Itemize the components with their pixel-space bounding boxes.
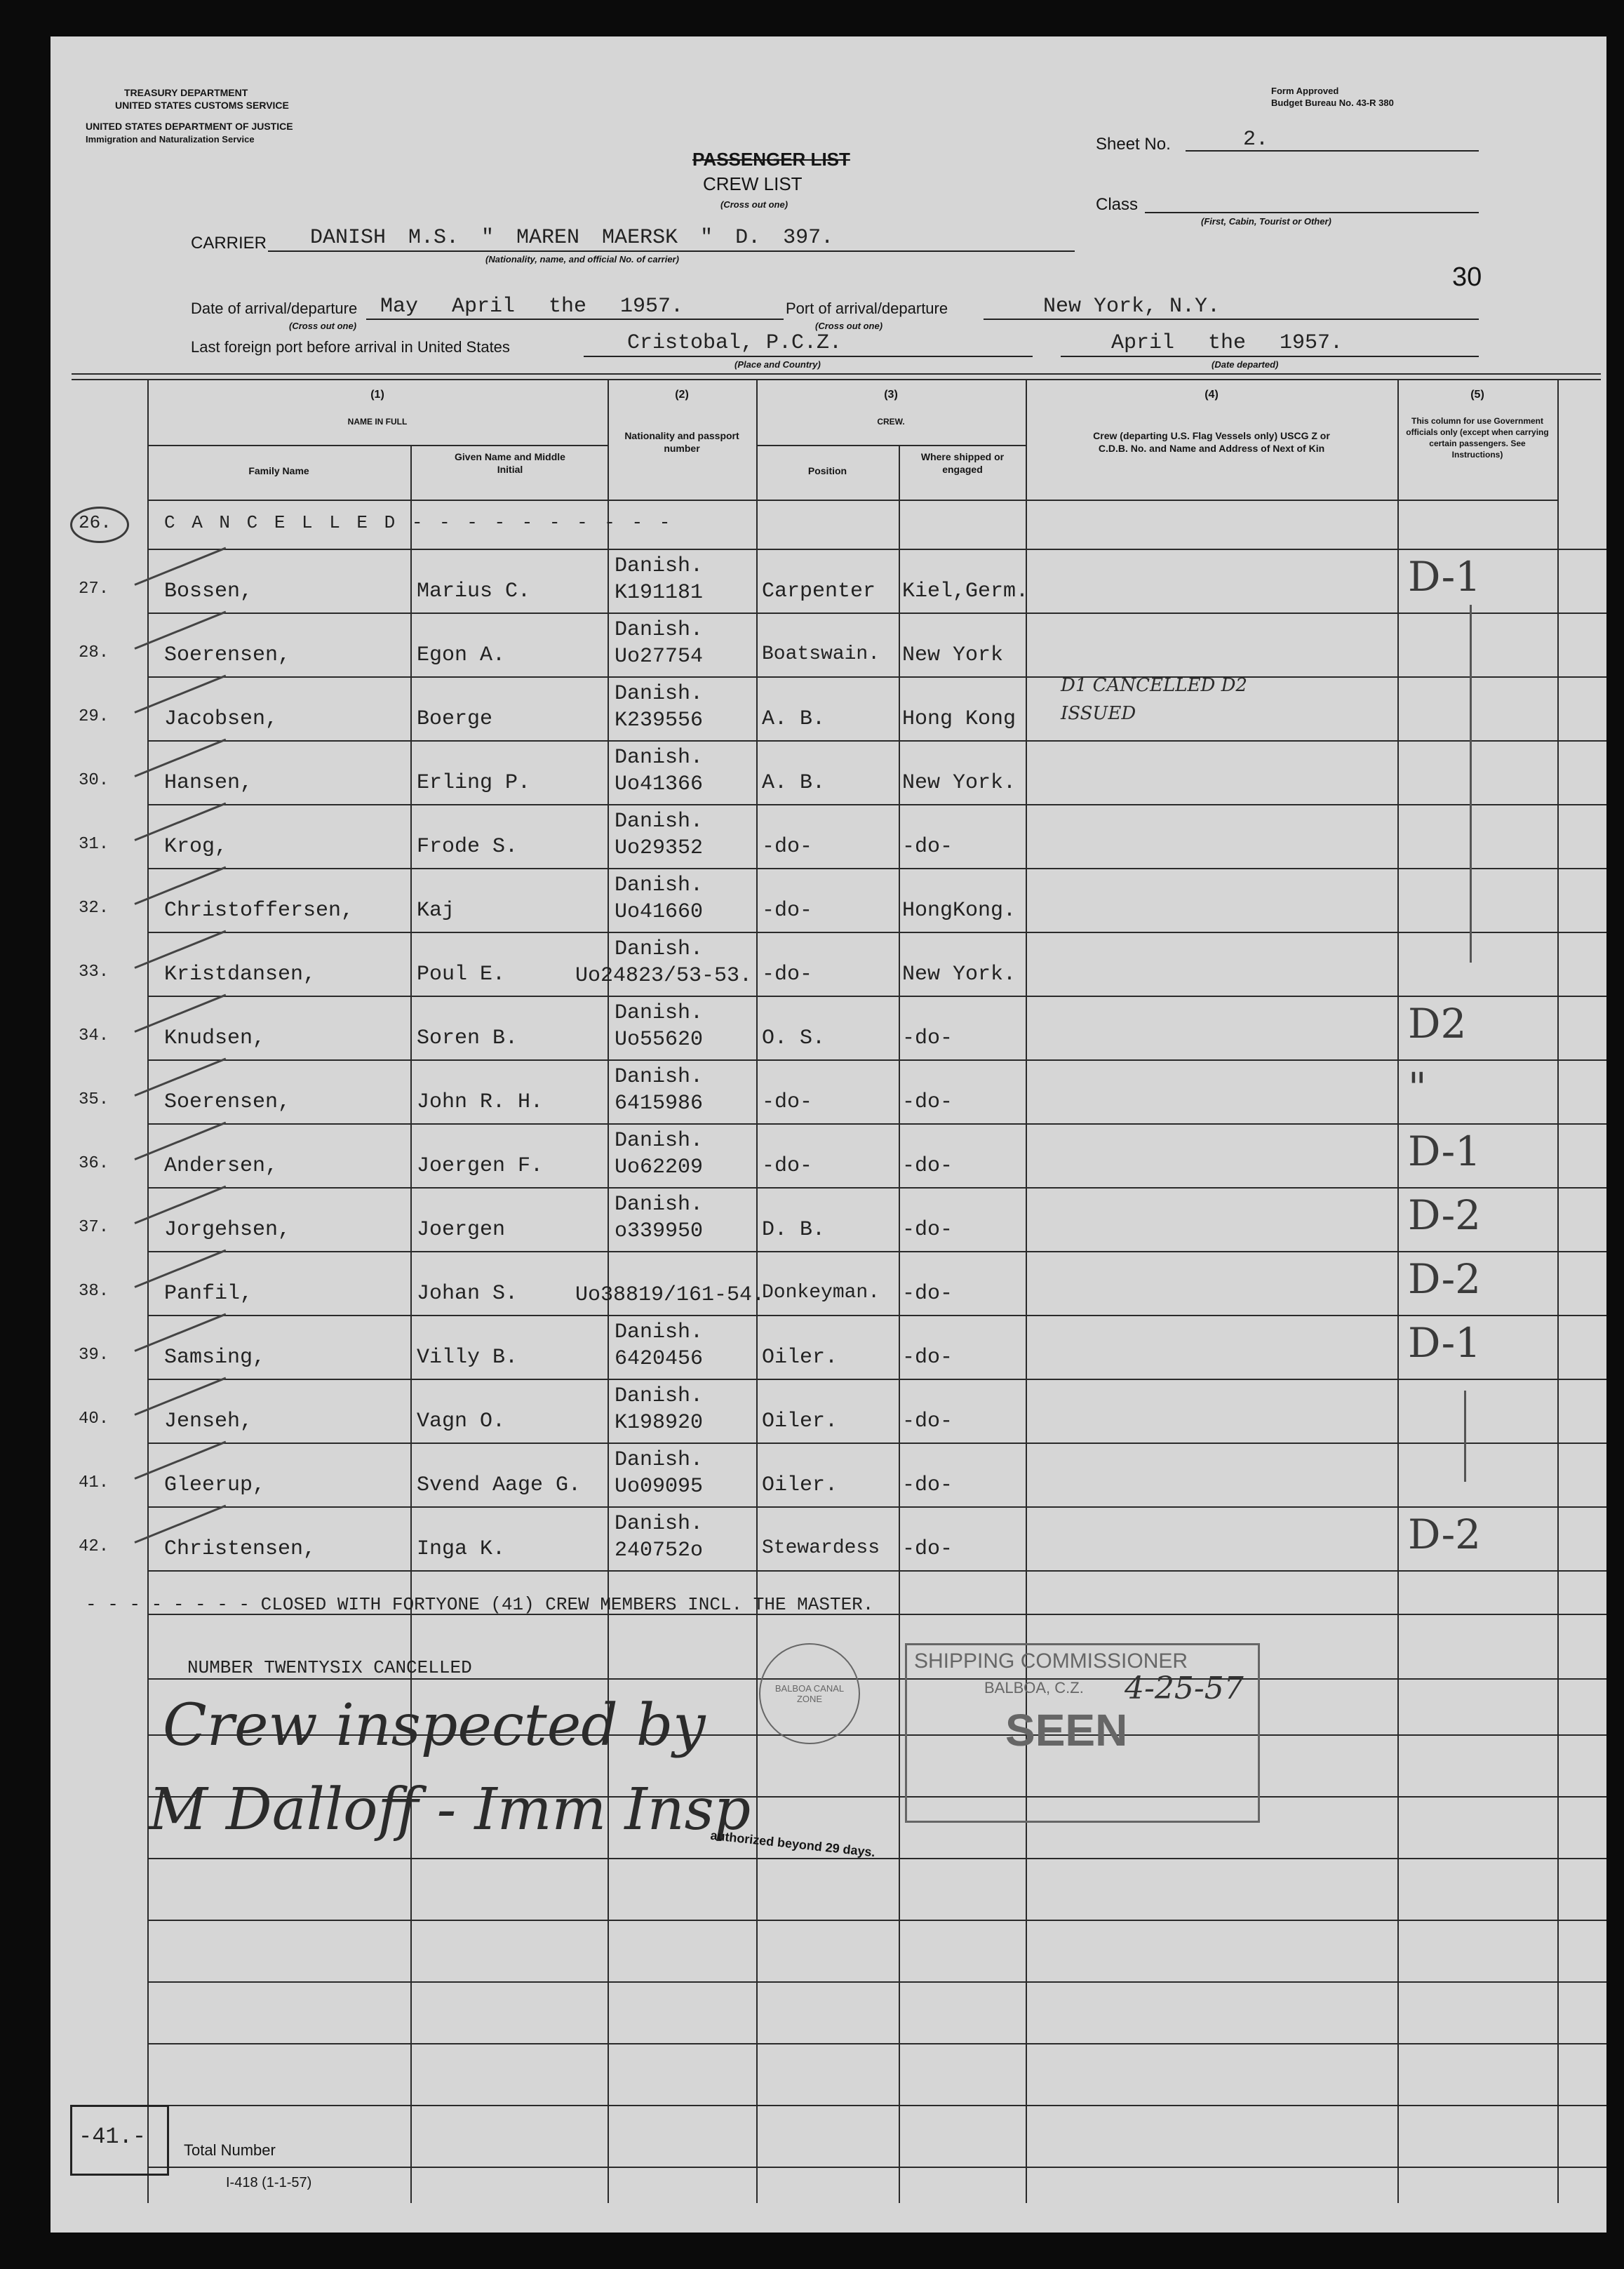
col5-number: (5)	[1470, 389, 1484, 401]
col2-number: (2)	[675, 389, 689, 401]
col3b-title: Where shipped or engaged	[920, 451, 1005, 475]
title-passenger-list: PASSENGER LIST	[692, 149, 850, 170]
official-mark: D-2	[1408, 1255, 1482, 1303]
nationality: Danish.	[615, 1193, 704, 1217]
pencil-bracket-2	[1464, 1391, 1466, 1482]
budget-bureau: Budget Bureau No. 43-R 380	[1271, 98, 1394, 108]
position: Oiler.	[762, 1473, 838, 1497]
agency-customs: UNITED STATES CUSTOMS SERVICE	[115, 100, 289, 111]
agency-treasury: TREASURY DEPARTMENT	[124, 87, 248, 98]
passport-number: Uo41660	[615, 900, 704, 924]
official-mark: "	[1408, 1064, 1427, 1111]
col1b-title: Given Name and Middle Initial	[455, 451, 565, 475]
port-underline	[984, 319, 1479, 320]
header-mid-line-3	[756, 445, 1026, 446]
port-cross-out: (Cross out one)	[815, 321, 883, 331]
col1-number: (1)	[370, 389, 384, 401]
inspected-handwriting-1: Crew inspected by	[163, 1692, 706, 1759]
position: Boatswain.	[762, 643, 880, 665]
where-shipped: -do-	[902, 1473, 953, 1497]
table-row	[51, 740, 1606, 804]
nationality: Danish.	[615, 1384, 704, 1408]
row-number: 32.	[79, 899, 109, 918]
given-name: Villy B.	[417, 1346, 518, 1370]
table-row	[51, 1315, 1606, 1379]
stamp-seen: SEEN	[1005, 1705, 1128, 1755]
lower-line-10	[147, 2167, 1606, 2168]
agency-justice: UNITED STATES DEPARTMENT OF JUSTICE	[86, 121, 293, 132]
stamp-title: SHIPPING COMMISSIONER	[914, 1649, 1188, 1673]
nationality: Danish.	[615, 746, 704, 770]
given-name: Soren B.	[417, 1026, 518, 1050]
passport-number: Uo27754	[615, 645, 704, 669]
row-number: 41.	[79, 1473, 109, 1492]
shipping-commissioner-stamp	[905, 1643, 1260, 1823]
family-name: Jacobsen,	[164, 707, 279, 731]
position: A. B.	[762, 707, 826, 731]
round-stamp-text: BALBOA CANAL ZONE	[774, 1683, 845, 1704]
table-top-double-1	[72, 373, 1601, 375]
lower-line-8	[147, 2043, 1606, 2044]
family-name: Bossen,	[164, 580, 253, 603]
passport-number: Uo38819/161-54.	[575, 1283, 765, 1307]
passport-number: Uo29352	[615, 836, 704, 860]
nationality: Danish.	[615, 1065, 704, 1089]
table-row	[51, 1379, 1606, 1443]
family-name: Jenseh,	[164, 1410, 253, 1433]
table-row	[51, 1506, 1606, 1570]
where-shipped: Kiel,Germ.	[902, 580, 1029, 603]
cancelled-line: NUMBER TWENTYSIX CANCELLED	[187, 1657, 472, 1678]
where-shipped: -do-	[902, 1537, 953, 1561]
row26-cancelled-text: C A N C E L L E D - - - - - - - - - -	[164, 512, 673, 533]
given-name: Kaj	[417, 899, 455, 923]
nationality: Danish.	[615, 618, 704, 642]
passport-number: Uo24823/53-53.	[575, 964, 753, 988]
passport-number: 240752o	[615, 1539, 704, 1562]
table-row	[51, 1251, 1606, 1315]
sheet-label: Sheet No.	[1096, 135, 1171, 154]
nationality: Danish.	[615, 810, 704, 834]
family-name: Knudsen,	[164, 1026, 266, 1050]
col1a-title: Family Name	[248, 465, 309, 476]
position: Oiler.	[762, 1410, 838, 1433]
carrier-note: (Nationality, name, and official No. of carrier)	[485, 254, 679, 265]
family-name: Samsing,	[164, 1346, 266, 1370]
where-shipped: -do-	[902, 1410, 953, 1433]
given-name: Boerge	[417, 707, 493, 731]
row-number: 36.	[79, 1154, 109, 1173]
family-name: Kristdansen,	[164, 963, 316, 986]
document-page	[51, 36, 1606, 2233]
position: -do-	[762, 1154, 813, 1178]
where-shipped: -do-	[902, 835, 953, 859]
position: Donkeyman.	[762, 1282, 880, 1304]
row-number: 28.	[79, 643, 109, 662]
family-name: Christensen,	[164, 1537, 316, 1561]
lower-line-9	[147, 2105, 1606, 2106]
family-name: Soerensen,	[164, 1090, 291, 1114]
arrival-cross-out: (Cross out one)	[289, 321, 357, 331]
col3a-title: Position	[807, 465, 847, 476]
passport-number: Uo41366	[615, 772, 704, 796]
agency-ins: Immigration and Naturalization Service	[86, 134, 255, 145]
official-mark: D-2	[1408, 1511, 1482, 1558]
where-shipped: New York.	[902, 771, 1016, 795]
stamp-date: 4-25-57	[1125, 1671, 1244, 1706]
family-name: Christoffersen,	[164, 899, 354, 923]
nationality: Danish.	[615, 554, 704, 578]
lower-line-1	[147, 1614, 1606, 1615]
where-shipped: Hong Kong	[902, 707, 1016, 731]
position: Stewardess	[762, 1537, 880, 1559]
position: Oiler.	[762, 1346, 838, 1370]
where-shipped: -do-	[902, 1026, 953, 1050]
lower-line-7	[147, 1981, 1606, 1983]
nationality: Danish.	[615, 1448, 704, 1472]
family-name: Jorgehsen,	[164, 1218, 291, 1242]
port-label: Port of arrival/departure	[786, 300, 948, 317]
row-number: 34.	[79, 1026, 109, 1045]
row-number: 42.	[79, 1537, 109, 1556]
title-cross-out: (Cross out one)	[720, 199, 788, 210]
nationality: Danish.	[615, 1129, 704, 1153]
row-number: 31.	[79, 835, 109, 854]
passport-number: 6420456	[615, 1347, 704, 1371]
passport-number: K239556	[615, 709, 704, 732]
last-port-note: (Place and Country)	[734, 359, 821, 370]
where-shipped: New York.	[902, 963, 1016, 986]
col4-number: (4)	[1204, 389, 1219, 401]
table-row	[51, 1123, 1606, 1187]
carrier-underline	[268, 250, 1075, 252]
where-shipped: HongKong.	[902, 899, 1016, 923]
passport-number: Uo55620	[615, 1028, 704, 1052]
table-row	[51, 549, 1606, 613]
table-row	[51, 1059, 1606, 1123]
family-name: Krog,	[164, 835, 228, 859]
given-name: Joergen	[417, 1218, 506, 1242]
row-number: 40.	[79, 1410, 109, 1428]
passport-number: Uo09095	[615, 1475, 704, 1499]
position: D. B.	[762, 1218, 826, 1242]
col5-title: This column for use Government officials only (except when carrying certain passengers. See Instructions)	[1406, 416, 1549, 460]
row-number: 29.	[79, 707, 109, 726]
position: -do-	[762, 899, 813, 923]
family-name: Gleerup,	[164, 1473, 266, 1497]
closed-line: - - - - - - - - CLOSED WITH FORTYONE (41) CREW MEMBERS INCL. THE MASTER.	[86, 1594, 874, 1615]
sheet-value: 2.	[1243, 128, 1269, 152]
given-name: Frode S.	[417, 835, 518, 859]
official-mark: D-2	[1408, 1191, 1482, 1239]
row26-number: 26.	[79, 512, 112, 533]
given-name: Egon A.	[417, 643, 506, 667]
class-label: Class	[1096, 195, 1139, 214]
table-row	[51, 676, 1606, 740]
given-name: Vagn O.	[417, 1410, 506, 1433]
form-number: I-418 (1-1-57)	[226, 2175, 312, 2190]
given-name: Poul E.	[417, 963, 506, 986]
position: O. S.	[762, 1026, 826, 1050]
col2-title: Nationality and passport number	[624, 430, 739, 454]
row-number: 33.	[79, 963, 109, 982]
class-underline	[1145, 212, 1479, 213]
inspected-handwriting-2: M Dalloff - Imm Insp	[149, 1776, 751, 1843]
official-mark: D-1	[1408, 1319, 1482, 1367]
total-number-label: Total Number	[184, 2141, 276, 2159]
given-name: John R. H.	[417, 1090, 544, 1114]
given-name: Marius C.	[417, 580, 531, 603]
col4-handwritten: D1 CANCELLED D2 ISSUED	[1061, 675, 1247, 724]
position: A. B.	[762, 771, 826, 795]
sheet-underline	[1186, 150, 1479, 152]
passport-number: K198920	[615, 1411, 704, 1435]
pencil-bracket-1	[1470, 605, 1472, 963]
form-approved: Form Approved	[1271, 86, 1339, 96]
header-mid-line-1	[147, 445, 608, 446]
arrival-date-underline	[366, 319, 784, 320]
last-port-date: April the 1957.	[1111, 331, 1343, 355]
passport-number: Uo62209	[615, 1156, 704, 1179]
last-port-value: Cristobal, P.C.Z.	[627, 331, 843, 355]
passport-number: 6415986	[615, 1092, 704, 1116]
port-value: New York, N.Y.	[1043, 295, 1221, 319]
position: Carpenter	[762, 580, 876, 603]
row-number: 35.	[79, 1090, 109, 1109]
header-bottom-line	[147, 500, 1557, 501]
table-row	[51, 1187, 1606, 1251]
col1-title: NAME IN FULL	[347, 417, 408, 427]
table-row	[51, 868, 1606, 932]
table-top-double-2	[72, 379, 1601, 380]
row-number: 30.	[79, 771, 109, 790]
where-shipped: -do-	[902, 1090, 953, 1114]
nationality: Danish.	[615, 1001, 704, 1025]
table-row	[51, 932, 1606, 996]
given-name: Inga K.	[417, 1537, 506, 1561]
carrier-label: CARRIER	[191, 234, 267, 253]
family-name: Panfil,	[164, 1282, 253, 1306]
given-name: Svend Aage G.	[417, 1473, 582, 1497]
page-number: 30	[1452, 262, 1482, 292]
nationality: Danish.	[615, 937, 704, 961]
lower-line-6	[147, 1920, 1606, 1921]
given-name: Erling P.	[417, 771, 531, 795]
row-number: 39.	[79, 1346, 109, 1365]
lower-line-2	[147, 1678, 1606, 1680]
arrival-date-label: Date of arrival/departure	[191, 300, 358, 317]
stamp-small-note: authorized beyond 29 days.	[709, 1828, 876, 1860]
given-name: Joergen F.	[417, 1154, 544, 1178]
col4-title: Crew (departing U.S. Flag Vessels only) USCG Z or C.D.B. No. and Name and Address of Next of Kin	[1093, 430, 1330, 454]
where-shipped: -do-	[902, 1346, 953, 1370]
col3-title: CREW.	[877, 417, 905, 427]
table-row	[51, 1443, 1606, 1506]
nationality: Danish.	[615, 1320, 704, 1344]
passport-number: K191181	[615, 581, 704, 605]
title-crew-list: CREW LIST	[703, 173, 803, 194]
where-shipped: -do-	[902, 1282, 953, 1306]
total-number-value: -41.-	[79, 2124, 147, 2150]
class-note: (First, Cabin, Tourist or Other)	[1201, 216, 1331, 227]
table-row	[51, 804, 1606, 868]
stamp-sub: BALBOA, C.Z.	[984, 1679, 1084, 1696]
given-name: Johan S.	[417, 1282, 518, 1306]
row-number: 38.	[79, 1282, 109, 1301]
position: -do-	[762, 835, 813, 859]
last-port-underline	[584, 356, 1033, 357]
nationality: Danish.	[615, 874, 704, 897]
arrival-date-value: May April the 1957.	[380, 295, 684, 319]
last-port-date-note: (Date departed)	[1212, 359, 1279, 370]
row-number: 27.	[79, 580, 109, 598]
carrier-value: DANISH M.S. " MAREN MAERSK " D. 397.	[310, 226, 834, 250]
position: -do-	[762, 1090, 813, 1114]
row-number: 37.	[79, 1218, 109, 1237]
last-port-label: Last foreign port before arrival in United States	[191, 338, 510, 356]
round-stamp	[759, 1643, 860, 1744]
where-shipped: -do-	[902, 1154, 953, 1178]
official-mark: D-1	[1408, 1127, 1482, 1175]
nationality: Danish.	[615, 1512, 704, 1536]
nationality: Danish.	[615, 682, 704, 706]
row-line	[147, 1570, 1606, 1572]
table-row	[51, 996, 1606, 1059]
family-name: Hansen,	[164, 771, 253, 795]
lower-line-5	[147, 1858, 1606, 1859]
position: -do-	[762, 963, 813, 986]
official-mark: D-1	[1408, 553, 1482, 601]
table-row	[51, 613, 1606, 676]
col3-number: (3)	[884, 389, 898, 401]
last-port-date-underline	[1061, 356, 1479, 357]
passport-number: o339950	[615, 1219, 704, 1243]
family-name: Andersen,	[164, 1154, 279, 1178]
where-shipped: -do-	[902, 1218, 953, 1242]
official-mark: D2	[1408, 1000, 1467, 1048]
family-name: Soerensen,	[164, 643, 291, 667]
where-shipped: New York	[902, 643, 1004, 667]
